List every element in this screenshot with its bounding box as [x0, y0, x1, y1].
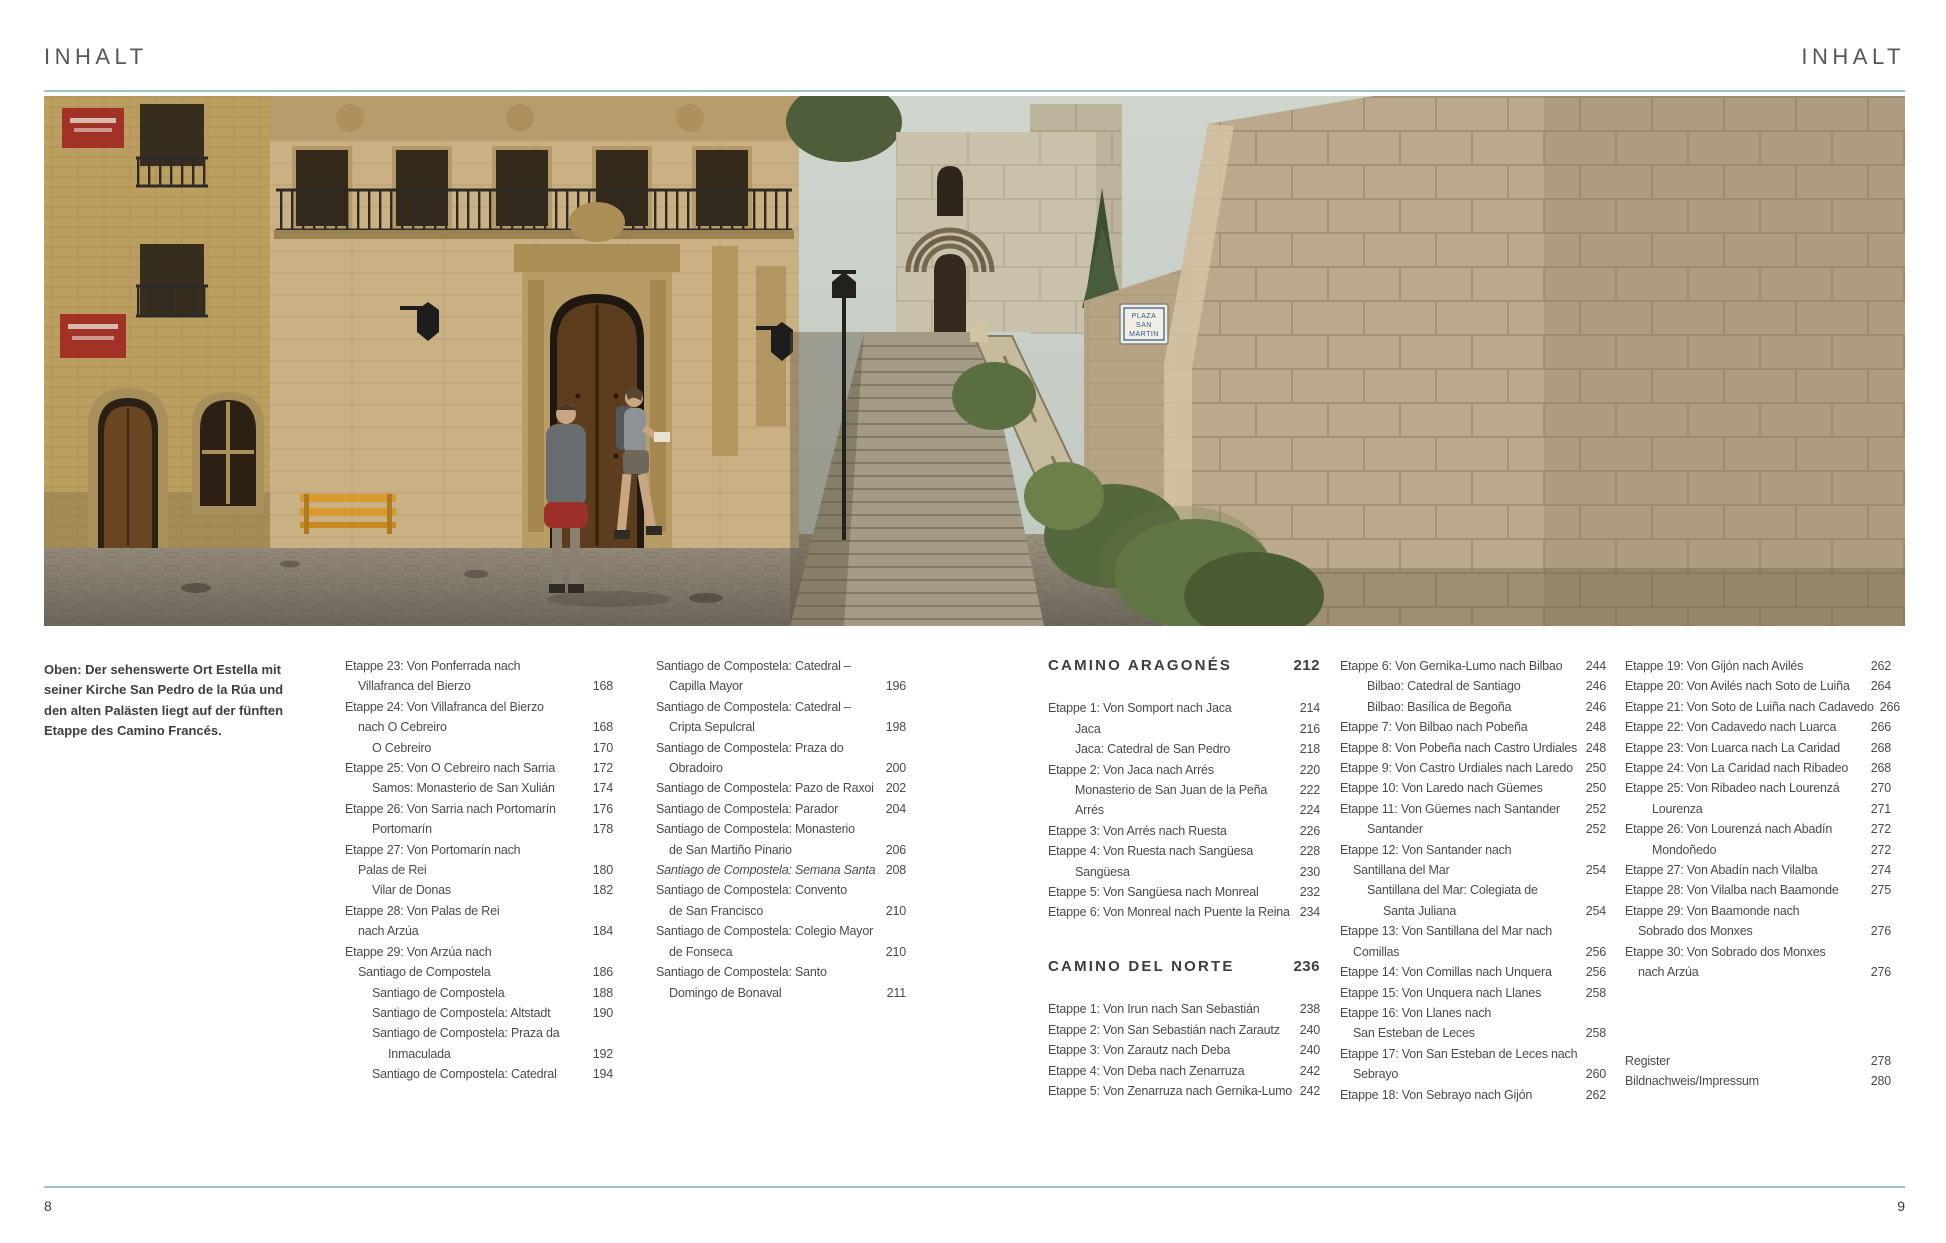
toc-entry-text: Etappe 23: Von Luarca nach La Caridad — [1625, 740, 1840, 755]
footer-rule — [44, 1186, 1905, 1188]
toc-entry-line — [1625, 697, 1901, 717]
toc-entry-pagenumber: 244 — [1585, 659, 1606, 673]
toc-entry-pagenumber: 210 — [885, 903, 906, 918]
toc-entry-pagenumber: 238 — [1299, 1002, 1320, 1017]
toc-entry-line — [1340, 840, 1606, 860]
toc-entry-line — [1340, 901, 1606, 921]
left-brick-house — [44, 96, 270, 548]
toc-entry-line — [345, 758, 613, 778]
toc-entry-text: Etappe 5: Von Zenarruza nach Gernika-Lumo — [1048, 1083, 1293, 1098]
toc-entry-pagenumber: 250 — [1585, 761, 1606, 776]
toc-entry-text: Etappe 4: Von Deba nach Zenarruza — [1048, 1063, 1245, 1078]
toc-entry-line — [1625, 962, 1891, 982]
toc-entry-line — [1048, 841, 1320, 861]
toc-entry-line — [345, 901, 613, 921]
toc-entry-pagenumber: 278 — [1870, 1053, 1891, 1068]
toc-entry-text: Santillana del Mar: Colegiata de — [1367, 883, 1538, 898]
toc-entry-text: Capilla Mayor — [669, 679, 743, 694]
toc-entry-line — [1048, 780, 1320, 800]
panorama-photo — [44, 96, 1905, 626]
toc-entry-pagenumber: 248 — [1585, 740, 1606, 755]
toc-entry-pagenumber: 275 — [1870, 883, 1891, 898]
toc-entry-pagenumber: 262 — [1585, 1087, 1606, 1102]
toc-entry-pagenumber: 256 — [1585, 965, 1606, 980]
toc-entry-pagenumber: 220 — [1299, 762, 1320, 777]
toc-entry-text: Etappe 27: Von Portomarín nach — [345, 842, 521, 857]
toc-entry-line — [1048, 800, 1320, 820]
toc-entry-pagenumber: 180 — [592, 863, 613, 878]
toc-entry-pagenumber: 274 — [1870, 863, 1891, 878]
toc-entry-pagenumber: 232 — [1299, 885, 1320, 900]
toc-entry-line — [1340, 921, 1606, 941]
toc-entry-text: Etappe 28: Von Vilalba nach Baamonde — [1625, 883, 1839, 898]
toc-entry-pagenumber: 252 — [1585, 801, 1606, 816]
toc-entry-pagenumber: 214 — [1299, 701, 1320, 716]
toc-entry-line — [1340, 778, 1606, 798]
toc-entry-line — [345, 656, 613, 676]
toc-entry-pagenumber: 268 — [1870, 761, 1891, 776]
toc-entry-text: Santiago de Compostela: Monasterio — [656, 822, 855, 837]
toc-entry-text: Santiago de Compostela: Parador — [656, 801, 839, 816]
toc-entry-text: Etappe 18: Von Sebrayo nach Gijón — [1340, 1087, 1533, 1102]
toc-entry-text: Etappe 11: Von Güemes nach Santander — [1340, 801, 1560, 816]
toc-entry-text: Santiago de Compostela: Catedral — [372, 1067, 557, 1082]
toc-entry-text: Arrés — [1075, 803, 1104, 818]
toc-entry-text: Etappe 3: Von Arrés nach Ruesta — [1048, 823, 1227, 838]
toc-entry-text: Etappe 20: Von Avilés nach Soto de Luiña — [1625, 679, 1850, 694]
page-title-right: INHALT — [1801, 44, 1905, 69]
toc-entry-pagenumber: 236 — [1293, 957, 1320, 975]
toc-entry-pagenumber: 168 — [592, 679, 613, 694]
toc-entry-line — [1048, 739, 1320, 759]
toc-entry-line — [656, 840, 906, 860]
toc-entry-text: Samos: Monasterio de San Xulián — [372, 781, 555, 796]
svg-text:PLAZA: PLAZA — [1131, 313, 1157, 320]
toc-entry-line — [1048, 862, 1320, 882]
toc-entry-pagenumber: 240 — [1299, 1043, 1320, 1058]
toc-entry-line — [1625, 656, 1891, 676]
toc-entry-line — [345, 921, 613, 941]
toc-entry-line — [656, 962, 906, 982]
toc-entry-line — [1048, 1061, 1320, 1081]
toc-entry-line — [345, 880, 613, 900]
toc-entry-line — [1625, 840, 1891, 860]
toc-entry-pagenumber: 216 — [1299, 721, 1320, 736]
toc-entry-line — [345, 1003, 613, 1023]
toc-entry-pagenumber: 272 — [1870, 822, 1891, 837]
toc-entry-line — [345, 799, 613, 819]
toc-entry-pagenumber: 266 — [1870, 720, 1891, 735]
toc-entry-text: Etappe 4: Von Ruesta nach Sangüesa — [1048, 844, 1254, 859]
toc-entry-line — [1625, 819, 1891, 839]
toc-entry-text: Register — [1625, 1053, 1670, 1068]
barrier-fence — [300, 494, 396, 534]
toc-entry-line — [1340, 697, 1606, 717]
toc-entry-pagenumber: 276 — [1870, 924, 1891, 939]
toc-entry-text: Santiago de Compostela: Praza do — [656, 740, 844, 755]
toc-entry-text: Lourenza — [1652, 801, 1703, 816]
toc-entry-text: CAMINO ARAGONÉS — [1048, 657, 1233, 674]
toc-entry-line — [656, 738, 906, 758]
toc-entry-text: Palas de Rei — [358, 863, 427, 878]
toc-entry-pagenumber: 271 — [1870, 801, 1891, 816]
toc-entry-text: Mondoñedo — [1652, 842, 1717, 857]
toc-entry-line — [1340, 676, 1606, 696]
toc-entry-text: Sebrayo — [1353, 1067, 1399, 1082]
toc-entry-pagenumber: 194 — [592, 1067, 613, 1082]
toc-entry-line — [656, 799, 906, 819]
toc-entry-text: Santillana del Mar — [1353, 863, 1450, 878]
toc-entry-line — [1340, 880, 1606, 900]
toc-entry-text: Etappe 23: Von Ponferrada nach — [345, 659, 521, 673]
balcony-railing — [276, 190, 792, 230]
toc-entry-text: Cripta Sepulcral — [669, 720, 755, 735]
toc-entry-text: Obradoiro — [669, 761, 723, 776]
toc-entry-pagenumber: 280 — [1870, 1073, 1891, 1088]
toc-entry-line — [1625, 901, 1891, 921]
toc-entry-pagenumber: 174 — [592, 781, 613, 796]
toc-entry-text: Monasterio de San Juan de la Peña — [1075, 783, 1268, 798]
toc-entry-line — [656, 921, 906, 941]
palace-facade — [270, 96, 799, 548]
toc-entry-text: Etappe 3: Von Zarautz nach Deba — [1048, 1043, 1231, 1058]
toc-entry-line — [1048, 999, 1320, 1019]
toc-entry-pagenumber: 242 — [1299, 1063, 1320, 1078]
toc-entry-text: Inmaculada — [388, 1046, 451, 1061]
toc-entry-pagenumber: 208 — [885, 863, 906, 878]
toc-entry-line — [1048, 1081, 1320, 1101]
toc-entry-pagenumber: 182 — [592, 883, 613, 898]
toc-entry-text: Etappe 24: Von Villafranca del Bierzo — [345, 699, 544, 714]
toc-entry-line — [1340, 758, 1606, 778]
toc-entry-pagenumber: 250 — [1585, 781, 1606, 796]
toc-entry-text: Etappe 6: Von Gernika-Lumo nach Bilbao — [1340, 659, 1563, 673]
toc-entry-pagenumber: 188 — [592, 985, 613, 1000]
toc-entry-pagenumber: 246 — [1585, 699, 1606, 714]
toc-entry-text: Etappe 25: Von Ribadeo nach Lourenzá — [1625, 781, 1840, 796]
toc-entry-pagenumber: 276 — [1870, 965, 1891, 980]
toc-entry-pagenumber: 200 — [885, 761, 906, 776]
toc-entry-text: Etappe 26: Von Sarria nach Portomarín — [345, 801, 556, 816]
toc-entry-text: Santiago de Compostela: Pazo de Raxoi — [656, 781, 874, 796]
toc-entry-text: de Fonseca — [669, 944, 733, 959]
toc-entry-pagenumber: 254 — [1585, 903, 1606, 918]
toc-entry-line — [1048, 821, 1320, 841]
svg-text:MARTIN: MARTIN — [1129, 331, 1159, 338]
toc-entry-line — [656, 778, 906, 798]
toc-entry-pagenumber: 258 — [1585, 985, 1606, 1000]
toc-entry-pagenumber: 260 — [1585, 1067, 1606, 1082]
toc-entry-pagenumber: 212 — [1293, 657, 1320, 674]
toc-entry-line — [1048, 902, 1320, 922]
toc-entry-pagenumber: 204 — [885, 801, 906, 816]
toc-entry-text: Etappe 13: Von Santillana del Mar nach — [1340, 924, 1552, 939]
toc-entry-line — [1340, 738, 1606, 758]
toc-entry-line — [656, 983, 906, 1003]
toc-entry-text: Santiago de Compostela: Praza da — [372, 1026, 560, 1041]
toc-entry-text: de San Francisco — [669, 903, 764, 918]
toc-entry-line — [1048, 882, 1320, 902]
toc-entry-line — [1340, 799, 1606, 819]
toc-entry-pagenumber: 270 — [1870, 781, 1891, 796]
toc-entry-text: nach Arzúa — [1638, 965, 1699, 980]
toc-entry-line — [1625, 1051, 1891, 1071]
toc-entry-text: Bildnachweis/Impressum — [1625, 1073, 1759, 1088]
toc-entry-text: Santiago de Compostela — [372, 985, 505, 1000]
toc-entry-text: Santiago de Compostela: Convento — [656, 883, 847, 898]
church-window — [937, 166, 963, 216]
toc-entry-text: O Cebreiro — [372, 740, 432, 755]
toc-entry-text: Sangüesa — [1075, 864, 1130, 879]
toc-entry-text: nach Arzúa — [358, 924, 419, 939]
toc-entry-line — [1048, 760, 1320, 780]
toc-entry-line — [345, 697, 613, 717]
toc-entry-line — [1340, 942, 1606, 962]
toc-entry-text: Santiago de Compostela: Santo — [656, 965, 827, 980]
toc-column-4 — [1340, 656, 1606, 1105]
toc-entry-line — [656, 942, 906, 962]
toc-entry-line — [1625, 778, 1891, 798]
toc-entry-line — [656, 676, 906, 696]
toc-entry-pagenumber: 176 — [592, 801, 613, 816]
toc-entry-line — [345, 717, 613, 737]
toc-entry-line — [1340, 1023, 1606, 1043]
toc-entry-text: Etappe 30: Von Sobrado dos Monxes — [1625, 944, 1826, 959]
toc-entry-pagenumber: 186 — [592, 965, 613, 980]
toc-entry-text: Santander — [1367, 822, 1423, 837]
estella-panorama-illustration — [44, 96, 1905, 626]
plaza-sign — [1120, 304, 1168, 344]
toc-entry-line — [656, 717, 906, 737]
toc-entry-line — [345, 983, 613, 1003]
toc-entry-pagenumber: 226 — [1299, 823, 1320, 838]
toc-entry-text: Jaca: Catedral de San Pedro — [1075, 742, 1231, 757]
baroque-portal — [514, 202, 680, 548]
toc-entry-line — [1048, 719, 1320, 739]
toc-entry-text: Villafranca del Bierzo — [358, 679, 471, 694]
svg-text:SAN: SAN — [1136, 322, 1152, 329]
toc-entry-line — [1340, 1044, 1606, 1064]
toc-entry-text: Etappe 29: Von Arzúa nach — [345, 944, 492, 959]
toc-entry-pagenumber: 178 — [592, 822, 613, 837]
toc-entry-line — [1048, 698, 1320, 718]
toc-entry-text: Santiago de Compostela — [358, 965, 491, 980]
toc-column-2 — [656, 656, 906, 1003]
toc-section-heading — [1048, 957, 1320, 977]
toc-entry-pagenumber: 264 — [1870, 679, 1891, 694]
toc-entry-text: Bilbao: Catedral de Santiago — [1367, 679, 1521, 694]
toc-entry-line — [656, 880, 906, 900]
toc-entry-pagenumber: 254 — [1585, 863, 1606, 878]
toc-entry-text: de San Martiño Pinario — [669, 842, 792, 857]
toc-entry-text: Santiago de Compostela: Colegio Mayor — [656, 924, 874, 939]
toc-entry-text: Jaca — [1075, 721, 1101, 736]
toc-entry-text: Etappe 1: Von Somport nach Jaca — [1048, 701, 1232, 716]
toc-entry-text: Etappe 28: Von Palas de Rei — [345, 903, 500, 918]
toc-entry-text: Comillas — [1353, 944, 1400, 959]
toc-entry-line — [1340, 962, 1606, 982]
toc-entry-line — [1625, 676, 1891, 696]
toc-entry-text: Etappe 29: Von Baamonde nach — [1625, 903, 1800, 918]
toc-entry-line — [345, 778, 613, 798]
toc-entry-text: Etappe 25: Von O Cebreiro nach Sarria — [345, 761, 556, 776]
toc-entry-pagenumber: 172 — [592, 761, 613, 776]
toc-entry-line — [1048, 1040, 1320, 1060]
toc-entry-text: Etappe 27: Von Abadín nach Vilalba — [1625, 863, 1818, 878]
page-number-left: 8 — [44, 1198, 52, 1214]
toc-entry-pagenumber: 206 — [885, 842, 906, 857]
toc-entry-text: Santiago de Compostela: Catedral – — [656, 699, 851, 714]
toc-entry-text: Etappe 1: Von Irun nach San Sebastián — [1048, 1002, 1260, 1017]
toc-entry-text: Etappe 16: Von Llanes nach — [1340, 1005, 1492, 1020]
toc-entry-pagenumber: 211 — [886, 985, 906, 1000]
toc-entry-text: Domingo de Bonaval — [669, 985, 782, 1000]
toc-entry-line — [1340, 860, 1606, 880]
toc-entry-text: Etappe 6: Von Monreal nach Puente la Reina — [1048, 905, 1290, 920]
toc-entry-line — [1340, 983, 1606, 1003]
toc-entry-text: Portomarín — [372, 822, 432, 837]
toc-entry-pagenumber: 170 — [592, 740, 613, 755]
toc-entry-text: Etappe 9: Von Castro Urdiales nach Laredo — [1340, 761, 1573, 776]
toc-entry-text: Etappe 7: Von Bilbao nach Pobeña — [1340, 720, 1528, 735]
toc-entry-text: CAMINO DEL NORTE — [1048, 957, 1235, 975]
toc-entry-line — [1625, 921, 1891, 941]
toc-entry-line — [1625, 717, 1891, 737]
toc-entry-line — [345, 860, 613, 880]
toc-entry-text: Santiago de Compostela: Semana Santa — [656, 863, 876, 878]
toc-entry-line — [1340, 1085, 1606, 1105]
page-number-right: 9 — [1897, 1198, 1905, 1214]
toc-entry-pagenumber: 258 — [1585, 1026, 1606, 1041]
toc-entry-line — [345, 942, 613, 962]
toc-entry-text: Etappe 19: Von Gijón nach Avilés — [1625, 659, 1804, 673]
toc-entry-line — [656, 860, 906, 880]
toc-entry-pagenumber: 234 — [1299, 905, 1320, 920]
toc-entry-text: Etappe 15: Von Unquera nach Llanes — [1340, 985, 1542, 1000]
toc-entry-text: Etappe 2: Von San Sebastián nach Zarautz — [1048, 1022, 1280, 1037]
toc-entry-line — [1625, 880, 1891, 900]
toc-entry-text: Vilar de Donas — [372, 883, 451, 898]
toc-entry-text: Bilbao: Basílica de Begoña — [1367, 699, 1512, 714]
toc-entry-line — [345, 819, 613, 839]
toc-entry-line — [345, 962, 613, 982]
toc-entry-line — [1340, 819, 1606, 839]
toc-entry-pagenumber: 230 — [1299, 864, 1320, 879]
toc-entry-text: Santiago de Compostela: Catedral – — [656, 659, 851, 673]
toc-entry-pagenumber: 248 — [1585, 720, 1606, 735]
toc-entry-text: Santiago de Compostela: Altstadt — [372, 1005, 551, 1020]
toc-entry-line — [1625, 942, 1891, 962]
toc-entry-text: Sobrado dos Monxes — [1638, 924, 1753, 939]
toc-entry-line — [656, 819, 906, 839]
toc-section-heading — [1048, 656, 1320, 676]
toc-entry-line — [345, 840, 613, 860]
toc-entry-pagenumber: 198 — [885, 720, 906, 735]
toc-entry-line — [1625, 860, 1891, 880]
toc-entry-line — [1625, 738, 1891, 758]
header-rule — [44, 90, 1905, 92]
toc-entry-line — [1340, 1064, 1606, 1084]
toc-entry-pagenumber: 240 — [1299, 1022, 1320, 1037]
toc-entry-pagenumber: 272 — [1870, 842, 1891, 857]
toc-entry-text: Santa Juliana — [1383, 903, 1457, 918]
toc-entry-line — [345, 676, 613, 696]
toc-entry-text: Etappe 10: Von Laredo nach Güemes — [1340, 781, 1543, 796]
photo-caption: Oben: Der sehenswerte Ort Estella mit seiner Kirche San Pedro de la Rúa und den alten Palästen liegt auf der fünften Etappe des Camino Francés. — [44, 662, 284, 739]
toc-entry-line — [1625, 1071, 1891, 1091]
toc-entry-line — [1340, 1003, 1606, 1023]
toc-entry-pagenumber: 268 — [1870, 740, 1891, 755]
toc-entry-pagenumber: 228 — [1299, 844, 1320, 859]
toc-entry-pagenumber: 184 — [592, 924, 613, 939]
toc-entry-text: Etappe 21: Von Soto de Luiña nach Cadavedo — [1625, 699, 1874, 714]
toc-entry-pagenumber: 192 — [592, 1046, 613, 1061]
toc-entry-pagenumber: 196 — [885, 679, 906, 694]
toc-column-3 — [1048, 656, 1320, 1101]
toc-entry-line — [656, 697, 906, 717]
toc-entry-line — [1340, 656, 1606, 676]
toc-entry-text: San Esteban de Leces — [1353, 1026, 1475, 1041]
toc-entry-text: nach O Cebreiro — [358, 720, 447, 735]
toc-entry-pagenumber: 242 — [1299, 1083, 1320, 1098]
toc-entry-pagenumber: 222 — [1299, 783, 1320, 798]
toc-entry-line — [656, 656, 906, 676]
toc-entry-line — [345, 738, 613, 758]
toc-entry-pagenumber: 224 — [1299, 803, 1320, 818]
toc-entry-line — [656, 901, 906, 921]
toc-entry-text: Etappe 22: Von Cadavedo nach Luarca — [1625, 720, 1837, 735]
toc-entry-line — [1048, 1020, 1320, 1040]
page-title-left: INHALT — [44, 44, 148, 69]
toc-entry-pagenumber: 190 — [592, 1005, 613, 1020]
toc-entry-line — [1625, 799, 1891, 819]
toc-entry-text: Etappe 12: Von Santander nach — [1340, 842, 1512, 857]
toc-entry-line — [345, 1023, 613, 1043]
toc-entry-text: Etappe 8: Von Pobeña nach Castro Urdiales — [1340, 740, 1578, 755]
toc-entry-pagenumber: 266 — [1879, 699, 1901, 714]
toc-entry-line — [1625, 758, 1891, 778]
toc-entry-text: Etappe 2: Von Jaca nach Arrés — [1048, 762, 1214, 777]
toc-entry-pagenumber: 246 — [1585, 679, 1606, 694]
toc-entry-text: Etappe 17: Von San Esteban de Leces nach — [1340, 1046, 1578, 1061]
toc-entry-pagenumber: 168 — [592, 720, 613, 735]
toc-entry-pagenumber: 262 — [1870, 659, 1891, 673]
toc-entry-pagenumber: 256 — [1585, 944, 1606, 959]
toc-entry-pagenumber: 218 — [1299, 742, 1320, 757]
toc-entry-line — [656, 758, 906, 778]
toc-entry-line — [345, 1064, 613, 1084]
toc-entry-text: Etappe 26: Von Lourenzá nach Abadín — [1625, 822, 1833, 837]
toc-entry-text: Etappe 14: Von Comillas nach Unquera — [1340, 965, 1552, 980]
toc-entry-line — [1340, 717, 1606, 737]
toc-column-5 — [1625, 656, 1901, 1091]
toc-entry-text: Etappe 24: Von La Caridad nach Ribadeo — [1625, 761, 1849, 776]
toc-entry-pagenumber: 252 — [1585, 822, 1606, 837]
toc-entry-text: Etappe 5: Von Sangüesa nach Monreal — [1048, 885, 1259, 900]
toc-entry-pagenumber: 210 — [885, 944, 906, 959]
toc-entry-line — [345, 1044, 613, 1064]
toc-column-1 — [345, 656, 613, 1085]
toc-entry-pagenumber: 202 — [885, 781, 906, 796]
